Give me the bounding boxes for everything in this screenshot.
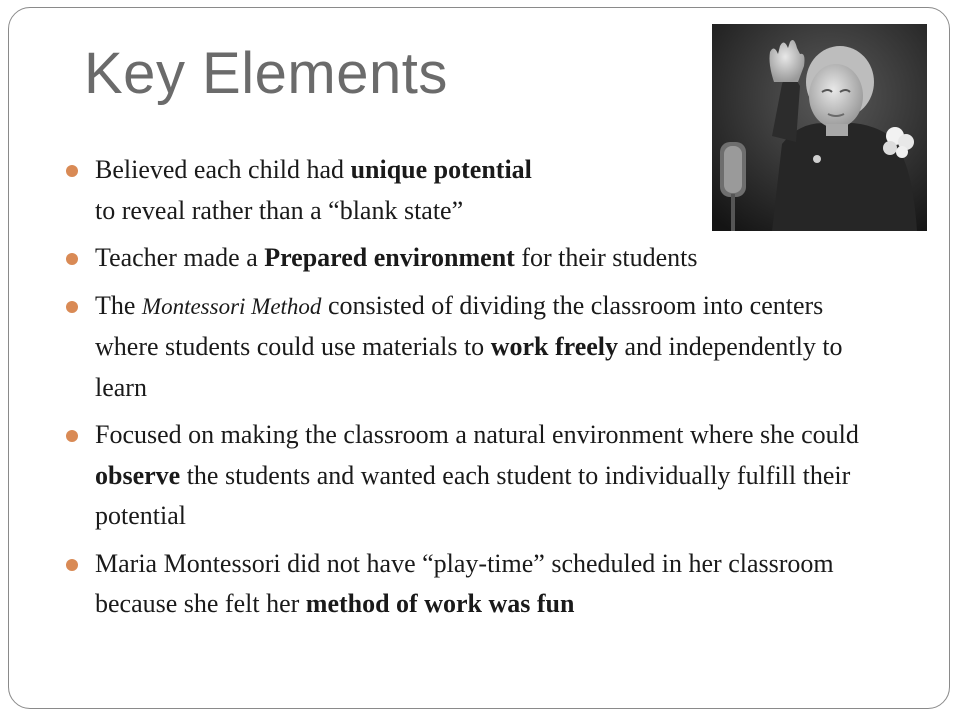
- bullet-dot-icon: [66, 301, 78, 313]
- bullet-dot-icon: [66, 165, 78, 177]
- bullet-item: [66, 415, 866, 537]
- bullet-emphasis: method of work was fun: [305, 589, 575, 618]
- bullet-dot-icon: [66, 430, 78, 442]
- bullet-item: [66, 150, 675, 231]
- bullet-text: for their students: [514, 243, 698, 272]
- bullet-dot-icon: [66, 559, 78, 571]
- bullet-emphasis: Prepared environment: [264, 243, 515, 272]
- bullet-text: Teacher made a: [95, 243, 265, 272]
- bullet-emphasis: work freely: [490, 332, 618, 361]
- bullet-item: [66, 544, 866, 625]
- bullet-italic: Montessori Method: [141, 293, 322, 319]
- bullet-text: The: [95, 290, 142, 320]
- bullet-text: to reveal rather than a “blank state”: [95, 195, 464, 225]
- bullet-text: Believed each child had: [95, 155, 351, 184]
- bullet-dot-icon: [66, 253, 78, 265]
- bullet-item: [66, 286, 866, 409]
- bullet-list: [66, 150, 866, 632]
- bullet-text: consisted of dividing the classroom into centers where students could use materials to: [95, 290, 824, 361]
- bullet-text: Focused on making the classroom a natural environment where she could: [95, 420, 859, 449]
- slide-title: Key Elements: [84, 41, 448, 106]
- bullet-emphasis: unique potential: [350, 155, 532, 184]
- bullet-item: [66, 238, 866, 279]
- bullet-emphasis: observe: [95, 460, 181, 490]
- bullet-text: the students and wanted each student to individually fulfill their potential: [95, 460, 851, 530]
- bullet-text: Maria Montessori did not have “play-time” scheduled in her classroom because she felt her: [95, 548, 834, 618]
- bullet-text: and independently to learn: [95, 332, 843, 402]
